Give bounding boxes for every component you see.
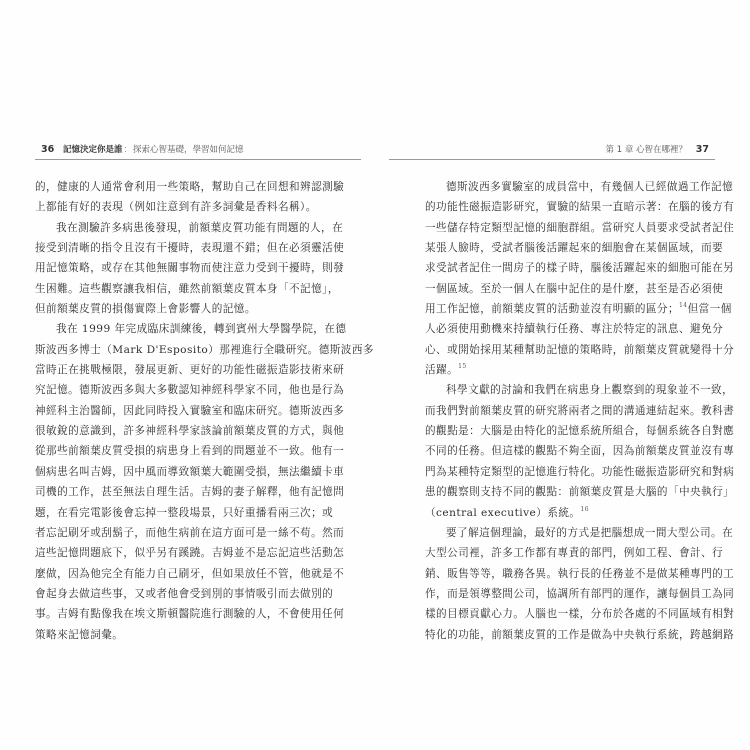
text-line: 斯波西多博士（Mark D'Esposito）那裡進行全職研究。德斯波西多 [35,343,374,356]
text-line: 者忘記刷牙或刮鬍子，而他生病前在這方面可是一絲不苟。然而 [35,526,345,539]
footnote-marker: 15 [458,363,467,371]
text-line: 我在 1999 年完成臨床訓練後，轉到賓州大學醫學院，在德 [56,323,347,336]
text-line: 一個區域。至於一個人在腦中記住的是什麼，甚至是否必須使 [425,282,724,295]
text-line: 不同的任務。但這樣的觀點不夠全面，因為前額葉皮質並沒有專 [425,445,735,458]
running-book-title: 記憶決定你是誰 [62,145,123,155]
left-page-header [35,143,361,157]
text-line: 當時正在挑戰極限，發展更新、更好的功能性磁振造影技術來研 [35,364,345,377]
text-line: 德斯波西多實驗室的成員當中，有幾個人已經做過工作記憶 [446,181,734,193]
text-line: 大型公司裡，許多工作都有專責的部門，例如工程、會計、行 [425,547,724,560]
right-page [375,0,750,750]
text-line: 而我們對前額葉皮質的研究將兩者之間的溝通連結起來。教科書 [425,404,735,417]
text-line: 活躍。$^{15}$ [425,363,467,377]
text-line: 患的觀察則支持不同的觀點：前額葉皮質是大腦的「中央執行」 [425,486,735,499]
text-line: 神經科主治醫師，因此同時投入實驗室和臨床研究。德斯波西多 [35,404,345,417]
text-line: 某張人臉時，受試者腦後活躍起來的細胞會在某個區域，而要 [425,242,724,255]
text-line: 從那些前額葉皮質受損的病患身上看到的問題並不一致。他有一 [35,445,345,458]
text-line: 科學文獻的討論和我們在病患身上觀察到的現象並不一致， [446,384,734,397]
text-line: 接受到清晰的指令且沒有干擾時，表現還不錯；但在必須靈活使 [35,242,345,255]
text-line: （central executive）系統。$^{16}$ [425,505,590,519]
right-body-text [425,177,735,645]
text-line: 的觀點是：大腦是由特化的記憶系統所組合，每個系統各自對應 [425,425,735,438]
text-line: 麼做，因為他完全有能力自己刷牙，但如果放任不管，他就是不 [35,567,345,580]
right-page-number: 37 [695,144,709,155]
text-line: 特化的功能，前額葉皮質的工作是做為中央執行系統，跨越網路 [425,628,735,641]
text-line: 策略來記憶詞彙。 [35,628,124,641]
text-line: 門為某種特定類型的記憶進行特化。功能性磁振造影研究和對病 [425,465,735,478]
text-line: 用工作記憶，前額葉皮質的活動並沒有明顯的區分；$^{14}$但當一個 [425,302,732,316]
running-chapter-label: 第 1 章 [605,145,634,155]
text-line: 的功能性磁振造影研究，實驗的結果一直暗示著：在腦的後方有 [425,201,735,214]
footnote-marker: 14 [679,302,688,310]
right-header-rule [389,159,715,160]
left-page-number: 36 [41,144,55,155]
title-separator: ： [123,145,132,155]
text-line: 會起身去做這些事，又或者他會受到別的事情吸引而去做別的 [35,587,334,600]
right-page-header [389,143,715,157]
text-line: 司機的工作，甚至無法自理生活。吉姆的妻子解釋，他有記憶問 [35,486,345,499]
text-line: 上都能有好的表現（例如注意到有許多詞彙是香料名稱）。 [35,201,317,214]
left-header-rule [35,159,361,160]
text-line: 求受試者記住一間房子的樣子時，腦後活躍起來的細胞可能在另 [425,262,735,275]
text-line: 生困難。這些觀察讓我相信，雖然前額葉皮質本身「不記憶」， [35,282,339,295]
text-line: 題，在看完電影後會忘掉一整段場景，只好重播看兩三次；或 [35,506,334,519]
text-line: 銷、販售等等，職務各異。執行長的任務並不是做某種專門的工 [425,567,735,580]
text-line: 的，健康的人通常會利用一些策略，幫助自己在回想和辨認測驗 [35,181,345,193]
text-line: 我在測驗許多病患後發現，前額葉皮質功能有問題的人，在 [56,221,344,234]
text-line: 這些記憶問題底下，似乎另有蹊蹺。吉姆並不是忘記這些活動怎 [35,547,345,560]
text-line: 作，而是領導整間公司，協調所有部門的運作，讓每個員工為同 [425,587,735,600]
text-line: 用記憶策略，或存在其他無關事物而使注意力受到干擾時，則發 [35,262,345,275]
text-line: 心、或開始採用某種幫助記憶的策略時，前額葉皮質就變得十分 [425,343,735,356]
text-line: 但前額葉皮質的損傷實際上會影響人的記憶。 [35,303,256,316]
text-line: 人必須使用動機來持續執行任務、專注於特定的訊息、避免分 [425,323,724,336]
left-body-text [35,177,374,645]
text-line: 很敏銳的意識到，許多神經科學家該論前額葉皮質的方式，與他 [35,425,345,438]
text-line: 一些儲存特定類型記憶的細胞群組。當研究人員要求受試者記住 [425,221,735,234]
footnote-marker: 16 [580,505,590,513]
text-line: 事。吉姆有點像我在埃文斯頓醫院進行測驗的人，不會使用任何 [35,608,345,621]
running-chapter-title: 心智在哪裡？ [636,145,688,155]
text-line: 要了解這個理論，最好的方式是把腦想成一間大型公司。在 [446,526,734,539]
text-line: 究記憶。德斯波西多與大多數認知神經科學家不同，他也是行為 [35,384,345,397]
text-line: 樣的目標貢獻心力。人腦也一樣，分布於各處的不同區域有相對 [425,608,735,621]
text-line: 個病患名叫吉姆，因中風而導致額葉大範圍受損，無法繼續卡車 [35,465,345,478]
running-subtitle: 探索心智基礎，學習如何記憶 [132,145,244,155]
